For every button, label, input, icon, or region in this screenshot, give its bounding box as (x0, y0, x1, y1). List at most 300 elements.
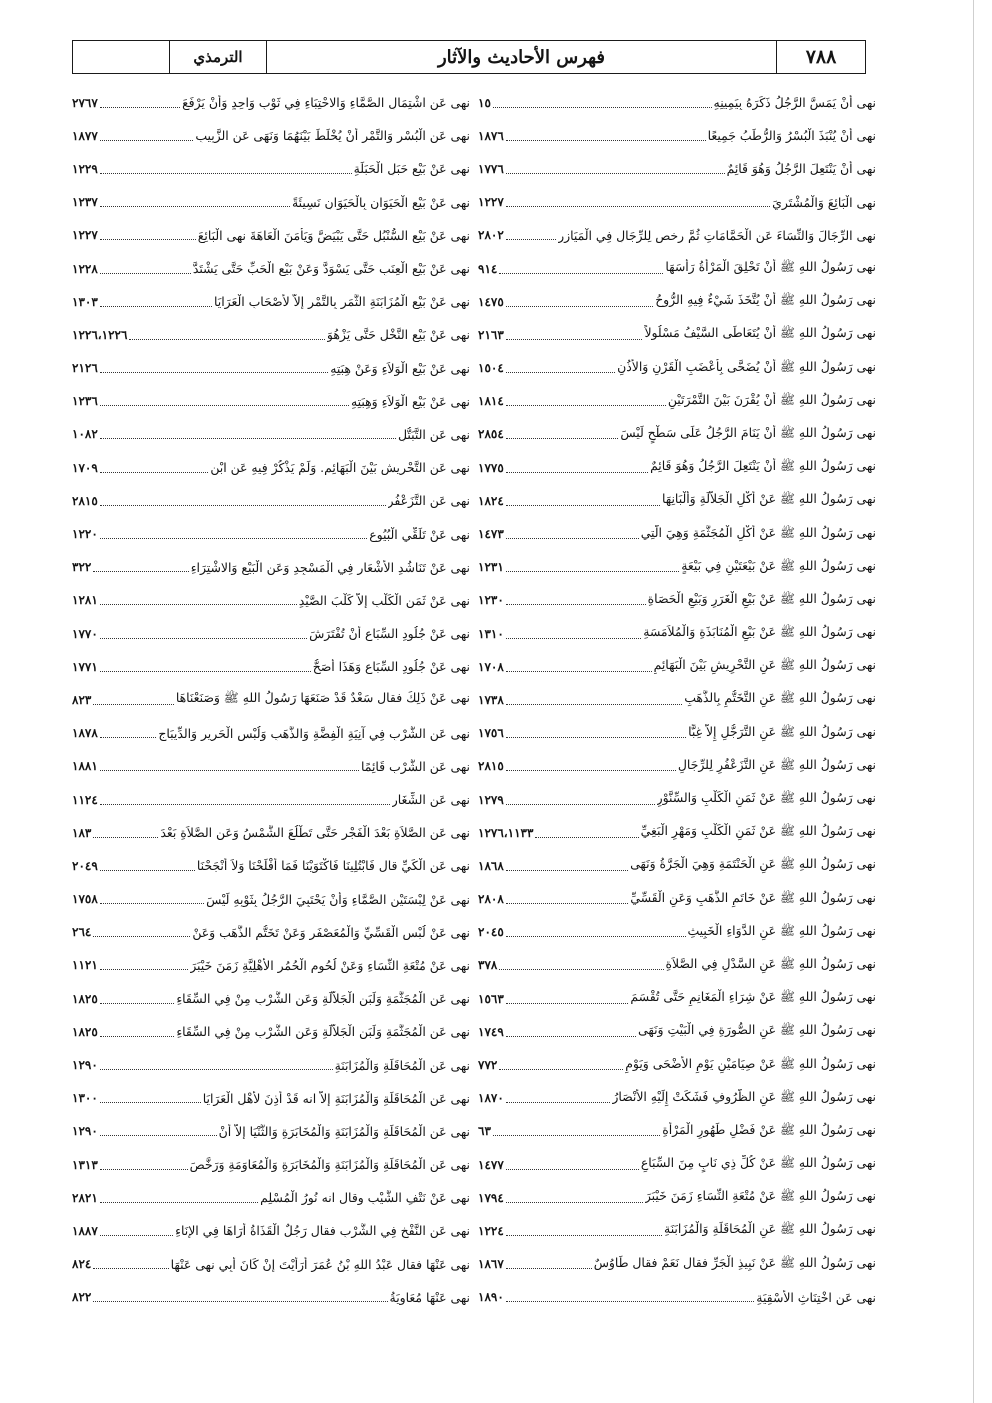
entry-text: نهى عَنِ الْمُحَاقَلَةِ وَالْمُزَابَنَةِ إِلاَّ انه قَدْ أَذِنَ لأَهْلِ الْعَرَايَا (202, 1090, 470, 1106)
dot-leader (506, 869, 628, 871)
dot-leader (100, 238, 196, 240)
index-entry (478, 186, 876, 219)
dot-leader (506, 139, 706, 141)
entry-text: نهى رَسُولُ اللهِ ﷺ أَنْ تَحْلِقَ الْمَرْأَةُ رَأْسَهَا (665, 259, 876, 275)
hadith-number: ١٨٨١ (72, 759, 98, 774)
hadith-number: ١٢٧٩ (478, 792, 504, 807)
index-entry (72, 285, 470, 318)
dot-leader (493, 1134, 660, 1136)
dot-leader (506, 437, 619, 439)
entry-text: نهى رَسُولُ اللهِ ﷺ عَنْ بَيْعَتَيْنِ فِي بَيْعَةٍ (681, 557, 876, 573)
entry-text: نهى عَنْهَا مُعَاوِيَةُ (389, 1289, 470, 1305)
index-entry (72, 385, 470, 418)
index-entry (72, 717, 470, 750)
entry-text: نهى عَنِ الشِّغَارِ (391, 792, 470, 808)
dot-leader (506, 803, 655, 805)
entry-text: نهى رَسُولُ اللهِ ﷺ عَنْ أَكْلِ الْمُجَثَّمَةِ وَهِيَ الَّتِي (640, 524, 876, 540)
entry-text: نهى رَسُولُ اللهِ ﷺ عَنِ التَّزَعْفُرِ لِلرِّجَالِ (677, 756, 876, 772)
index-entry (72, 418, 470, 451)
index-entry (72, 318, 470, 351)
index-entry (72, 849, 470, 882)
index-entry (478, 86, 876, 119)
dot-leader (100, 902, 204, 904)
dot-leader (100, 1035, 175, 1037)
hadith-number: ٢٨٥٤ (478, 427, 504, 442)
entry-text: نهى عَنِ الْمُجَثَّمَةِ وَلَبَنِ الْجَلاَّلَةِ وَعَنِ الشُّرْبِ مِنْ فِي السِّقَاءِ (176, 991, 470, 1007)
index-entry (72, 551, 470, 584)
entry-text: نهى عَنِ الْمُحَاقَلَةِ وَالْمُزَابَنَةِ وَالْمُخَابَرَةِ وَالْمُعَاوَمَةِ وَرَخَّصَ (189, 1157, 470, 1173)
dot-leader (506, 603, 646, 605)
entry-text: نهى رَسُولُ اللهِ ﷺ أَنْ يُتَّخَذَ شَيْءٌ فِيهِ الرُّوحُ (655, 292, 876, 308)
dot-leader (506, 238, 556, 240)
entry-text: نهى عَنْ بَيْعِ السُّنْبُلِ حَتَّى يَبْيَضَّ وَيَأْمَنَ الْعَاهَةَ نهى الْبَائِعَ (197, 227, 470, 243)
index-entry (72, 982, 470, 1015)
index-entry (478, 916, 876, 949)
entry-text: نهى عَنِ الْكَيِّ قال فَابْتُلِينَا فَاكْتَوَيْنَا فَمَا أَفْلَحْنَا وَلاَ أَنْجَحْنَا (196, 858, 470, 874)
index-entry (478, 385, 876, 418)
page-edge-rule (973, 0, 974, 1403)
entry-text: نهى رَسُولُ اللهِ ﷺ عَنْ كُلِّ ذِي نَابٍ مِنَ السِّبَاعِ (640, 1155, 876, 1171)
entry-text: نهى عَنْ بَيْعِ حَبَلِ الْحَبَلَةِ (353, 161, 470, 177)
hadith-number: ٢٨٢١ (72, 1190, 98, 1205)
index-entry (478, 883, 876, 916)
dot-leader (506, 1035, 636, 1037)
hadith-number: ١٧٧٠ (72, 626, 98, 641)
dot-leader (100, 1002, 175, 1004)
index-entry (478, 119, 876, 152)
dot-leader (506, 1002, 629, 1004)
entry-text: نهى رَسُولُ اللهِ ﷺ عَنِ الْمُحَاقَلَةِ وَالْمُزَابَنَةِ (664, 1221, 876, 1237)
index-entry (478, 285, 876, 318)
index-entry (72, 916, 470, 949)
dot-leader (100, 1234, 173, 1236)
hadith-number: ١١٢٤ (72, 792, 98, 807)
entry-text: نهى رَسُولُ اللهِ ﷺ عَنِ التَّحْرِيشِ بَيْنَ الْبَهَائِمِ (653, 657, 876, 673)
hadith-number: ١٢٣٧ (72, 195, 98, 210)
dot-leader (100, 1134, 217, 1136)
index-entry (72, 1015, 470, 1048)
header-empty-cell (73, 41, 169, 73)
hadith-number: ١٣١٣ (72, 1157, 98, 1172)
hadith-number: ٨٢٢ (72, 1290, 92, 1305)
index-entry (72, 584, 470, 617)
entry-text: نهى رَسُولُ اللهِ ﷺ أَنْ يَنَامَ الرَّجُلُ عَلَى سَطْحٍ لَيْسَ (620, 424, 876, 440)
dot-leader (100, 106, 180, 108)
dot-leader (93, 1300, 387, 1302)
entry-text: نهى عَنِ الْمُحَاقَلَةِ وَالْمُزَابَنَةِ وَالْمُخَابَرَةِ وَالثُّنْيَا إِلاَّ أَنْ (218, 1123, 470, 1139)
dot-leader (506, 172, 725, 174)
hadith-number: ١٧٠٨ (478, 659, 504, 674)
index-entry (478, 1082, 876, 1115)
dot-leader (100, 670, 311, 672)
hadith-number: ٢٠٤٩ (72, 858, 98, 873)
index-entry (72, 1281, 470, 1314)
dot-leader (100, 404, 349, 406)
dot-leader (93, 703, 173, 705)
index-entry (478, 318, 876, 351)
dot-leader (100, 803, 390, 805)
dot-leader (100, 537, 367, 539)
index-entry (478, 617, 876, 650)
index-entry (72, 517, 470, 550)
hadith-number: ٢٦٤ (72, 925, 92, 940)
dot-leader (100, 968, 188, 970)
index-entry (72, 1082, 470, 1115)
dot-leader (100, 869, 195, 871)
entry-text: نهى عَنِ الْمُجَثَّمَةِ وَلَبَنِ الْجَلاَّلَةِ وَعَنِ الشُّرْبِ مِنْ فِي السِّقَاءِ (176, 1024, 470, 1040)
hadith-number: ١٢٢٦،١٢٢٦ (72, 327, 128, 342)
index-column-left (72, 86, 470, 1314)
index-entry (478, 517, 876, 550)
dot-leader (100, 371, 328, 373)
index-entry (478, 1248, 876, 1281)
index-entry (72, 750, 470, 783)
dot-leader (493, 106, 712, 108)
hadith-number: ١٨٢٥ (72, 991, 98, 1006)
index-entry (478, 949, 876, 982)
index-title: فهرس الأحاديث والآثار (266, 41, 776, 73)
entry-text: نهى رَسُولُ اللهِ ﷺ عَنْ نَبِيذِ الْجَرِّ فقال نَعَمْ فقال طَاوُسٌ (593, 1254, 876, 1270)
index-entry (478, 1281, 876, 1314)
hadith-number: ١٢٢٠ (72, 527, 98, 542)
entry-text: نهى رَسُولُ اللهِ ﷺ عَنْ صِيَامَيْنِ يَوْمِ الأَضْحَى وَيَوْمِ (625, 1055, 876, 1071)
dot-leader (499, 968, 663, 970)
entry-text: نهى عَنِ الشُّرْبِ قَائِمًا (361, 758, 470, 774)
entry-text: نهى عَنِ اشْتِمَالِ الصَّمَّاءِ وَالاحْتِبَاءِ فِي ثَوْبٍ وَاحِدٍ وَأَنْ يَرْفَعَ (182, 95, 470, 111)
hadith-number: ٧٧٢ (478, 1058, 498, 1073)
index-entry (72, 883, 470, 916)
entry-text: نهى عَنْ جُلُودِ السِّبَاعِ أَنْ تُفْتَرَشَ (309, 626, 470, 642)
index-entry (72, 86, 470, 119)
dot-leader (506, 205, 770, 207)
index-entry (72, 949, 470, 982)
entry-text: نهى رَسُولُ اللهِ ﷺ عَنْ بَيْعِ الْمُنَابَذَةِ وَالْمُلاَمَسَةِ (643, 624, 876, 640)
dot-leader (100, 603, 297, 605)
hadith-number: ١٣٠٠ (72, 1091, 98, 1106)
index-entry (478, 982, 876, 1015)
hadith-number: ١٢٣٠ (478, 593, 504, 608)
dot-leader (506, 570, 680, 572)
hadith-number: ١٥٠٤ (478, 361, 504, 376)
entry-text: نهى رَسُولُ اللهِ ﷺ أَنْ يَنْتَعِلَ الرَّجُلُ وَهُوَ قَائِمٌ (650, 458, 876, 474)
entry-text: نهى عَنْ نَتْفِ الشَّيْبِ وقال انه نُورُ الْمُسْلِمِ (260, 1190, 470, 1206)
index-entry (72, 186, 470, 219)
index-entry (478, 1214, 876, 1247)
index-entry (72, 617, 470, 650)
hadith-number: ٩١٤ (478, 261, 498, 276)
entry-text: نهى عَنِ النَّفْخِ فِي الشُّرْبِ فقال رَجُلٌ الْقَذَاةُ أَرَاهَا فِي الإِنَاءِ (175, 1223, 470, 1239)
hadith-number: ١٧٧٦ (478, 161, 504, 176)
book-name: الترمذي (169, 41, 266, 73)
entry-text: نهى رَسُولُ اللهِ ﷺ عَنِ السَّدْلِ فِي الصَّلاَةِ (665, 955, 876, 971)
entry-text: نهى عَنْ بَيْعِ الْحَيَوَانِ بِالْحَيَوَانِ نَسِيئَةً (292, 194, 470, 210)
index-entry (478, 1115, 876, 1148)
dot-leader (506, 537, 639, 539)
entry-text: نهى رَسُولُ اللهِ ﷺ عَنِ الظُّرُوفِ فَشَكَتْ إِلَيْهِ الأَنْصَارُ (612, 1088, 876, 1104)
hadith-number: ١٨٧٦ (478, 128, 504, 143)
dot-leader (100, 504, 386, 506)
hadith-number: ١٧٥٨ (72, 892, 98, 907)
hadith-number: ١٢٢٧ (478, 195, 504, 210)
index-entry (478, 1148, 876, 1181)
index-entry (478, 484, 876, 517)
entry-text: نهى عَنْ بَيْعِ النَّخْلِ حَتَّى يَزْهُوَ (326, 327, 470, 343)
hadith-number: ٢٨١٥ (72, 493, 98, 508)
index-entry (72, 783, 470, 816)
hadith-number: ١٣١٠ (478, 626, 504, 641)
hadith-number: ١٣٠٣ (72, 294, 98, 309)
index-entry (478, 683, 876, 716)
hadith-number: ١٨٧٧ (72, 128, 98, 143)
hadith-number: ١٨٧٠ (478, 1091, 504, 1106)
entry-text: نهى رَسُولُ اللهِ ﷺ عَنِ الْحَنْتَمَةِ وَهِيَ الْجَرَّةُ وَنَهَى (630, 856, 876, 872)
index-entry (478, 849, 876, 882)
hadith-number: ١٤٧٧ (478, 1157, 504, 1172)
entry-text: نهى أَنْ يُنْبَذَ الْبُسْرُ وَالرُّطَبُ جَمِيعًا (707, 128, 876, 144)
hadith-number: ١٨٨٧ (72, 1223, 98, 1238)
hadith-number: ١٢٩٠ (72, 1124, 98, 1139)
hadith-number: ١١٢١ (72, 958, 98, 973)
dot-leader (506, 935, 686, 937)
dot-leader (506, 338, 643, 340)
dot-leader (100, 1168, 188, 1170)
hadith-number: ١٧٥٦ (478, 726, 504, 741)
dot-leader (506, 1300, 755, 1302)
dot-leader (100, 1101, 201, 1103)
entry-text: نهى رَسُولُ اللهِ ﷺ عَنِ الدَّوَاءِ الْخَبِيثِ (687, 922, 876, 938)
dot-leader (506, 1168, 639, 1170)
entry-text: نهى عَنْ لُبْسِ الْقَسِّيِّ وَالْمُعَصْفَرِ وَعَنْ تَخَتُّمِ الذَّهَبِ وَعَنْ (192, 924, 470, 940)
hadith-number: ٢١٢٦ (72, 361, 98, 376)
hadith-number: ١٨١٤ (478, 394, 504, 409)
hadith-number: ١٨٢٥ (72, 1024, 98, 1039)
hadith-number: ١٢٢٧ (72, 228, 98, 243)
dot-leader (93, 570, 188, 572)
hadith-number: ١٨٦٧ (478, 1257, 504, 1272)
dot-leader (100, 1201, 258, 1203)
index-entry (478, 1181, 876, 1214)
entry-text: نهى عَنِ التَّزَعْفُرِ (387, 493, 470, 509)
dot-leader (100, 172, 352, 174)
entry-text: نهى رَسُولُ اللهِ ﷺ عَنِ الصُّورَةِ فِي الْبَيْتِ وَنَهَى (638, 1022, 876, 1038)
hadith-number: ١٤٧٣ (478, 527, 504, 542)
dot-leader (506, 1234, 662, 1236)
index-entry (478, 1015, 876, 1048)
index-entry (72, 816, 470, 849)
entry-text: نهى رَسُولُ اللهِ ﷺ أَنْ يُتَعَاطَى السَّيْفُ مَسْلُولاً (644, 325, 876, 341)
entry-text: نهى رَسُولُ اللهِ ﷺ عَنِ التَّخَتُّمِ بِالذَّهَبِ (684, 690, 876, 706)
entry-text: نهى رَسُولُ اللهِ ﷺ عَنْ مُتْعَةِ النِّسَاءِ زَمَنَ خَيْبَرَ (644, 1188, 876, 1204)
entry-text: نهى عَنِ الصَّلاَةِ بَعْدَ الْفَجْرِ حَتَّى تَطْلُعَ الشَّمْسُ وَعَنِ الصَّلاَةِ بَعْدَ (160, 825, 470, 841)
dot-leader (506, 471, 648, 473)
index-entry (72, 1248, 470, 1281)
hadith-number: ١٢٣١ (478, 560, 504, 575)
index-entry (478, 551, 876, 584)
entry-text: نهى عَنْ ذَلِكَ فقال سَعْدٌ قَدْ صَنَعَهَا رَسُولُ اللهِ ﷺ وَصَنَعْنَاهَا (175, 690, 470, 706)
entry-text: نهى عَنِ الشُّرْبِ فِي آنِيَةِ الْفِضَّةِ وَالذَّهَبِ وَلُبْسِ الْحَرِيرِ وَالدِّيبَاجِ (158, 725, 470, 741)
index-entry (72, 252, 470, 285)
hadith-number: ١٧٧١ (72, 659, 98, 674)
index-entry (72, 1048, 470, 1081)
dot-leader (100, 736, 157, 738)
index-entry (478, 418, 876, 451)
dot-leader (506, 1267, 592, 1269)
dot-leader (506, 769, 676, 771)
entry-text: نهى رَسُولُ اللهِ ﷺ عَنْ بَيْعِ الْغَرَرِ وَبَيْعِ الْحَصَاةِ (647, 590, 876, 606)
hadith-number: ١٧٩٤ (478, 1190, 504, 1205)
hadith-number: ٢١٦٣ (478, 327, 504, 342)
dot-leader (506, 736, 686, 738)
entry-text: نهى عَنِ اخْتِنَاثِ الأَسْقِيَةِ (756, 1289, 876, 1305)
hadith-number: ١٧٣٨ (478, 692, 504, 707)
hadith-number: ٢٨١٥ (478, 759, 504, 774)
hadith-number: ١٢٩٠ (72, 1058, 98, 1073)
dot-leader (93, 836, 158, 838)
dot-leader (499, 272, 663, 274)
entry-text: نهى عَنْ بَيْعِ الْعِنَبِ حَتَّى يَسْوَدَّ وَعَنْ بَيْعِ الْحَبِّ حَتَّى يَشْتَدَّ (192, 261, 470, 277)
hadith-number: ١٨٢٤ (478, 493, 504, 508)
dot-leader (100, 637, 307, 639)
hadith-number: ٨٢٣ (72, 692, 92, 707)
hadith-number: ١٢٢٤ (478, 1223, 504, 1238)
dot-leader (499, 1068, 623, 1070)
hadith-number: ٢٧٦٧ (72, 95, 98, 110)
entry-text: نهى رَسُولُ اللهِ ﷺ عَنِ التَّرَجُّلِ إِلاَّ غِبًّا (688, 723, 876, 739)
entry-text: نهى عَنْ تَلَقِّي الْبُيُوعِ (369, 526, 470, 542)
hadith-number: ١٢٣٦ (72, 394, 98, 409)
entry-text: نهى عَنْ لِبْسَتَيْنِ الصَّمَّاءِ وَأَنْ يَحْتَبِيَ الرَّجُلُ بِثَوْبِهِ لَيْسَ (206, 891, 470, 907)
page-number: ٧٨٨ (776, 41, 865, 73)
hadith-number: ٢٠٤٥ (478, 925, 504, 940)
entry-text: نهى عَنْ تَنَاشُدِ الأَشْعَارِ فِي الْمَسْجِدِ وَعَنِ الْبَيْعِ وَالاشْتِرَاءِ (190, 559, 470, 575)
dot-leader (506, 371, 615, 373)
index-entry (478, 152, 876, 185)
dot-leader (93, 935, 190, 937)
dot-leader (100, 139, 194, 141)
entry-text: نهى عَنْ بَيْعِ الْوَلاَءِ وَهِبَتِهِ (351, 393, 470, 409)
hadith-number: ١٢٢٩ (72, 161, 98, 176)
entry-text: نهى رَسُولُ اللهِ ﷺ عَنْ ثَمَنِ الْكَلْبِ وَمَهْرِ الْبَغِيِّ (640, 823, 876, 839)
hadith-number: ١٢٢٨ (72, 261, 98, 276)
entry-text: نهى رَسُولُ اللهِ ﷺ أَنْ يُقْرَنَ بَيْنَ التَّمْرَتَيْنِ (667, 391, 876, 407)
index-entry (478, 252, 876, 285)
index-entry (72, 1115, 470, 1148)
index-entry (72, 650, 470, 683)
entry-text: نهى رَسُولُ اللهِ ﷺ عَنْ خَاتَمِ الذَّهَبِ وَعَنِ الْقَسِّيِّ (630, 889, 876, 905)
index-entry (72, 219, 470, 252)
hadith-number: ٢٨٠٨ (478, 892, 504, 907)
entry-text: نهى رَسُولُ اللهِ ﷺ عَنْ شِرَاءِ الْمَغَانِمِ حَتَّى تُقْسَمَ (630, 989, 876, 1005)
dot-leader (506, 1101, 611, 1103)
hadith-number: ١٥٦٣ (478, 991, 504, 1006)
index-entry (478, 650, 876, 683)
hadith-number: ٣٢٢ (72, 560, 92, 575)
hadith-number: ١٢٨١ (72, 593, 98, 608)
index-entry (72, 451, 470, 484)
hadith-number: ١٨٩٠ (478, 1290, 504, 1305)
dot-leader (506, 404, 666, 406)
index-entry (478, 584, 876, 617)
dot-leader (506, 504, 660, 506)
dot-leader (506, 637, 641, 639)
hadith-number: ٨٢٤ (72, 1257, 92, 1272)
entry-text: نهى عَنْ ثَمَنِ الْكَلْبِ إِلاَّ كَلْبَ الصَّيْدِ (298, 592, 470, 608)
hadith-number: ٣٧٨ (478, 958, 498, 973)
entry-text: نهى عَنِ التَّحْرِيشِ بَيْنَ الْبَهَائِمِ. وَلَمْ يَذْكُرْ فِيهِ عَنِ ابْنِ (210, 460, 470, 476)
index-entry (72, 352, 470, 385)
dot-leader (93, 1267, 168, 1269)
dot-leader (506, 703, 682, 705)
entry-text: نهى عَنِ التَّبَتُّلِ (397, 426, 470, 442)
entry-text: نهى عَنِ الْمُحَاقَلَةِ وَالْمُزَابَنَةِ (334, 1057, 470, 1073)
entry-text: نهى رَسُولُ اللهِ ﷺ عَنْ ثَمَنِ الْكَلْبِ وَالسِّنَّوْرِ (656, 790, 876, 806)
index-entry (478, 717, 876, 750)
dot-leader (100, 205, 290, 207)
index-entry (72, 152, 470, 185)
dot-leader (506, 670, 652, 672)
hadith-number: ٢٨٠٢ (478, 228, 504, 243)
index-entry (478, 1048, 876, 1081)
dot-leader (129, 338, 324, 340)
dot-leader (506, 902, 628, 904)
dot-leader (100, 272, 191, 274)
index-entry (72, 1148, 470, 1181)
hadith-number: ١٧٤٩ (478, 1024, 504, 1039)
index-entry (72, 683, 470, 716)
entry-text: نهى الْبَائِعَ وَالْمُشْتَرِيَ (772, 194, 876, 210)
index-entry (478, 816, 876, 849)
index-entry (72, 1214, 470, 1247)
entry-text: نهى رَسُولُ اللهِ ﷺ أَنْ يُضَحَّى بِأَعْضَبِ الْقَرْنِ وَالأُذُنِ (617, 358, 876, 374)
index-entry (72, 119, 470, 152)
entry-text: نهى عَنْهَا فقال عَبْدُ اللهِ بْنُ عُمَرَ أَرَأَيْتَ إِنْ كَانَ أَبِي نهى عَنْهَا (170, 1256, 470, 1272)
hadith-number: ١٢٧٦،١١٣٣ (478, 825, 534, 840)
entry-text: نهى عَنْ مُتْعَةِ النِّسَاءِ وَعَنْ لُحُومِ الْحُمُرِ الأَهْلِيَّةِ زَمَنَ خَيْبَرَ (190, 957, 470, 973)
dot-leader (100, 769, 359, 771)
entry-text: نهى رَسُولُ اللهِ ﷺ عَنْ فَضْلِ طَهُورِ الْمَرْأَةِ (662, 1121, 876, 1137)
hadith-number: ١٤٧٥ (478, 294, 504, 309)
index-entry (478, 352, 876, 385)
hadith-number: ١٠٨٢ (72, 427, 98, 442)
page-header (72, 40, 866, 74)
hadith-number: ١٨٧٨ (72, 726, 98, 741)
entry-text: نهى عَنْ جُلُودِ السِّبَاعِ وَهَذَا أَصَحُّ (312, 659, 470, 675)
index-column-right (478, 86, 876, 1314)
hadith-number: ١٧٧٥ (478, 460, 504, 475)
dot-leader (100, 471, 209, 473)
entry-text: نهى أَنْ يَمَسَّ الرَّجُلُ ذَكَرَهُ بِيَمِينِهِ (713, 95, 876, 111)
index-entry (72, 1181, 470, 1214)
index-entry (72, 484, 470, 517)
dot-leader (100, 1068, 333, 1070)
index-entry (478, 219, 876, 252)
entry-text: نهى عَنِ الْبُسْرِ وَالتَّمْرِ أَنْ يُخْلَطَ بَيْنَهُمَا وَنَهَى عَنِ الزَّبِيبِ (195, 128, 470, 144)
entry-text: نهى رَسُولُ اللهِ ﷺ عَنْ أَكْلِ الْجَلاَّلَةِ وَأَلْبَانِهَا (662, 491, 876, 507)
hadith-number: ١٨٣ (72, 825, 92, 840)
dot-leader (100, 305, 212, 307)
entry-text: نهى عَنْ بَيْعِ الْوَلاَءِ وَعَنْ هِبَتِهِ (330, 360, 470, 376)
hadith-number: ١٧٠٩ (72, 460, 98, 475)
entry-text: نهى عَنْ بَيْعِ الْمُزَابَنَةِ الثَّمَرِ بِالتَّمْرِ إِلاَّ لأَصْحَابِ الْعَرَايَا (213, 294, 470, 310)
dot-leader (506, 305, 653, 307)
dot-leader (506, 1201, 643, 1203)
hadith-number: ٦٣ (478, 1124, 491, 1139)
index-entry (478, 783, 876, 816)
index-entry (478, 750, 876, 783)
hadith-number: ١٨٦٨ (478, 858, 504, 873)
dot-leader (535, 836, 638, 838)
entry-text: نهى أَنْ يَنْتَعِلَ الرَّجُلُ وَهُوَ قَائِمٌ (726, 161, 876, 177)
